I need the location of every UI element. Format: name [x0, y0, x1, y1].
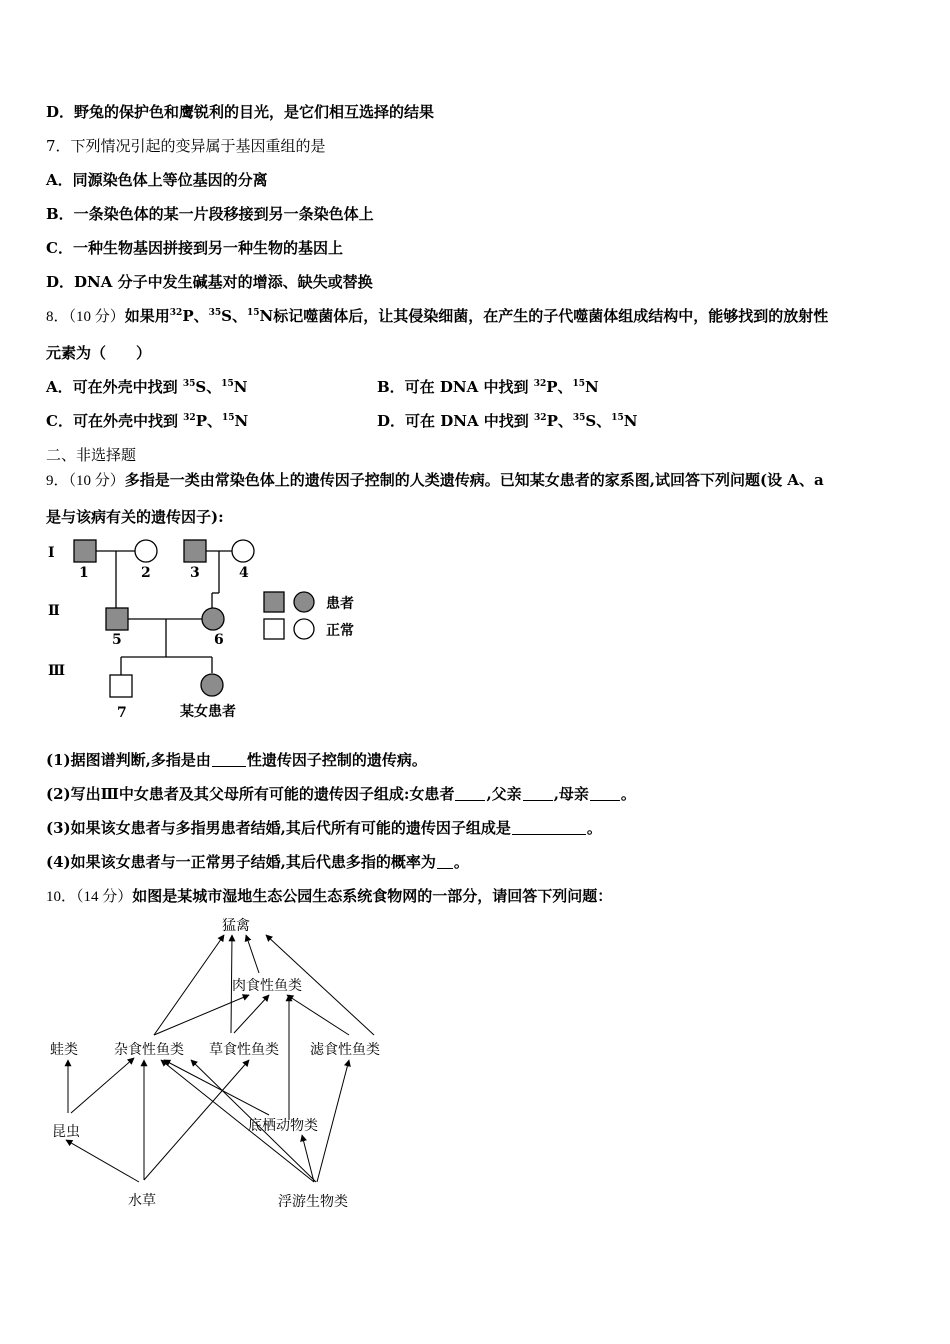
node-benthic: 底栖动物类: [248, 1118, 318, 1134]
q8-stem-text: 如果用$^{32}$P、$^{35}$S、$^{15}$N标记噬菌体后，让其侵染细菌，在产生的子代噬菌体组成结构中，能够找到的放射性: [124, 307, 829, 325]
individual-7-normal-male: [110, 675, 132, 697]
q7-option-b: B．一条染色体的某一片段移接到另一条染色体上: [46, 205, 374, 223]
generation-label-2: Ⅱ: [48, 603, 60, 619]
node-herbivore: 草食性鱼类: [209, 1042, 279, 1058]
node-frog: 蛙类: [50, 1042, 78, 1058]
label-proband: 某女患者: [180, 704, 236, 720]
node-plankton: 浮游生物类: [278, 1194, 348, 1210]
legend-normal-label: 正常: [326, 623, 354, 639]
arrow-plant-to-herbivore: [144, 1060, 249, 1180]
q9-stem: [46, 470, 824, 491]
answer-blank[interactable]: [523, 786, 553, 801]
pedigree-chart: [44, 535, 374, 725]
legend-affected-female: [294, 592, 314, 612]
arrow-plant-to-insect: [66, 1140, 139, 1182]
arrow-benthic-to-omnivore: [164, 1060, 269, 1115]
arrow-plankton-to-benthic: [302, 1135, 314, 1182]
q8-option-d: D．可在 DNA 中找到 $^{32}$P、$^{35}$S、$^{15}$N: [377, 412, 638, 430]
q7-option-a: A．同源染色体上等位基因的分离: [46, 171, 268, 189]
label-1: 1: [79, 565, 89, 581]
q9-part-1: (1)据图谱判断,多指是由 性遗传因子控制的遗传病。: [46, 751, 427, 769]
label-5: 5: [112, 632, 122, 648]
q9-number: 9．（10 分）: [46, 473, 125, 489]
arrow-insect-to-omnivore: [71, 1058, 134, 1113]
node-insect: 昆虫: [52, 1124, 80, 1140]
q7-stem: 7．下列情况引起的变异属于基因重组的是: [46, 137, 326, 155]
answer-blank[interactable]: [212, 752, 246, 767]
q9-part-4: (4)如果该女患者与一正常男子结婚,其后代患多指的概率为 。: [46, 853, 469, 871]
node-omnivore: 杂食性鱼类: [114, 1042, 184, 1058]
section-title: 二、非选择题: [46, 446, 137, 464]
node-raptor: 猛禽: [222, 918, 250, 934]
answer-blank[interactable]: [512, 820, 586, 835]
q7-option-d: D．DNA 分子中发生碱基对的增添、缺失或替换: [46, 273, 373, 291]
legend-normal-male: [264, 619, 284, 639]
food-web-diagram: [44, 910, 404, 1220]
q7-option-c: C．一种生物基因拼接到另一种生物的基因上: [46, 239, 343, 257]
generation-label-1: Ⅰ: [48, 545, 55, 561]
individual-4-normal-female: [232, 540, 254, 562]
individual-6-affected-female: [202, 608, 224, 630]
q10-number: 10．（14 分）: [46, 889, 133, 905]
q9-part-3: (3)如果该女患者与多指男患者结婚,其后代所有可能的遗传因子组成是 。: [46, 819, 602, 837]
node-carnivore: 肉食性鱼类: [232, 978, 302, 994]
proband-affected-female: [201, 674, 223, 696]
q10-stem: [46, 886, 612, 907]
q8-option-c: C．可在外壳中找到 $^{32}$P、$^{15}$N: [46, 412, 249, 430]
q9-stem-text: 多指是一类由常染色体上的遗传因子控制的人类遗传病。已知某女患者的家系图,试回答下列问题(设 A、a: [124, 471, 824, 489]
q8-number: 8．（10 分）: [46, 309, 125, 325]
node-filter: 滤食性鱼类: [310, 1042, 380, 1058]
q10-stem-text: 如图是某城市湿地生态公园生态系统食物网的一部分，请回答下列问题：: [132, 887, 613, 905]
generation-label-3: Ⅲ: [48, 663, 66, 679]
label-2: 2: [141, 565, 151, 581]
legend-affected-label: 患者: [326, 596, 354, 612]
individual-2-normal-female: [135, 540, 157, 562]
arrow-filter-to-carnivore: [287, 995, 349, 1035]
q6-option-d: D．野兔的保护色和鹰锐利的目光，是它们相互选择的结果: [46, 103, 435, 121]
arrow-plankton-to-filter: [317, 1060, 349, 1182]
q8-option-b: B．可在 DNA 中找到 $^{32}$P、$^{15}$N: [377, 378, 599, 396]
legend-normal-female: [294, 619, 314, 639]
label-7: 7: [117, 705, 127, 721]
individual-5-affected-male: [106, 608, 128, 630]
individual-3-affected-male: [184, 540, 206, 562]
answer-blank[interactable]: [455, 786, 485, 801]
arrow-herbivore-to-carnivore: [234, 995, 269, 1033]
q9-stem-end: 是与该病有关的遗传因子):: [46, 508, 224, 526]
answer-blank[interactable]: [590, 786, 620, 801]
individual-1-affected-male: [74, 540, 96, 562]
answer-blank[interactable]: [437, 854, 453, 869]
label-3: 3: [190, 565, 200, 581]
arrow-carnivore-to-raptor: [246, 935, 259, 973]
node-plant: 水草: [128, 1193, 156, 1209]
q8-stem-end: 元素为（ ）: [46, 344, 152, 362]
q8-stem: [46, 306, 828, 327]
q8-option-a: A．可在外壳中找到 $^{35}$S、$^{15}$N: [46, 378, 248, 396]
legend-affected-male: [264, 592, 284, 612]
label-4: 4: [239, 565, 249, 581]
label-6: 6: [214, 632, 224, 648]
q9-part-2: (2)写出Ⅲ中女患者及其父母所有可能的遗传因子组成:女患者 ,父亲 ,母亲 。: [46, 785, 636, 803]
